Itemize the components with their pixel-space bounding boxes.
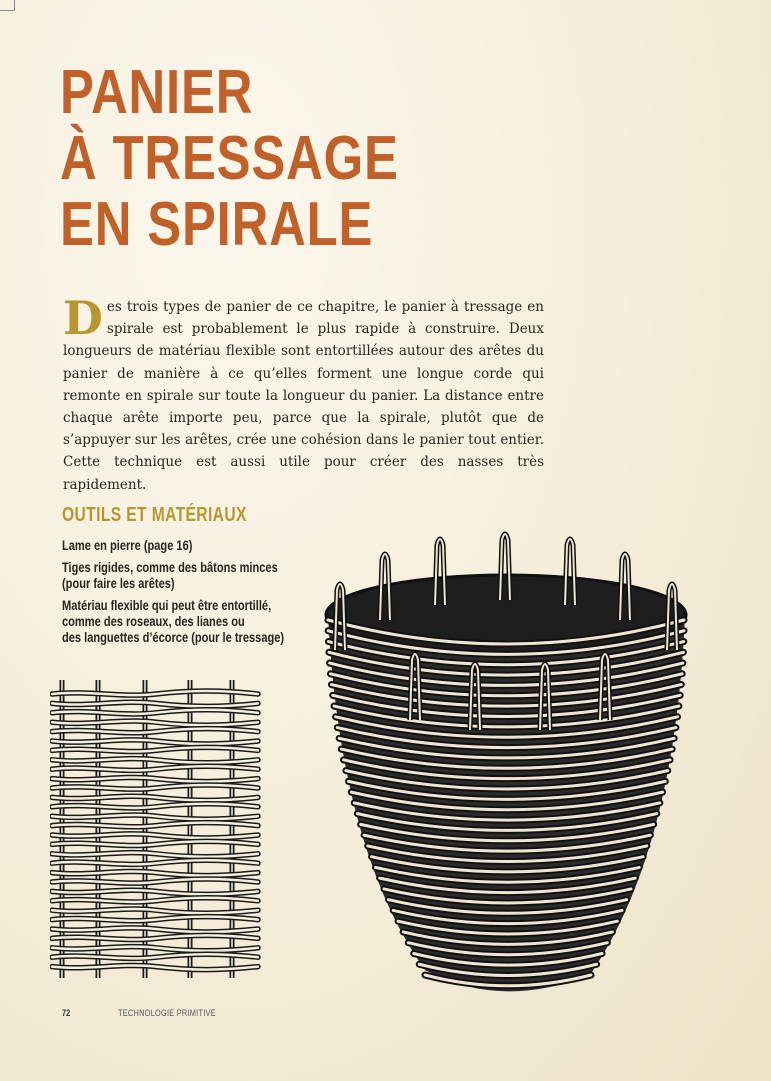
page-number: 72 bbox=[62, 1008, 71, 1018]
crop-mark bbox=[0, 0, 15, 11]
running-title: TECHNOLOGIE PRIMITIVE bbox=[118, 1008, 216, 1018]
materials-heading: OUTILS ET MATÉRIAUX bbox=[62, 504, 247, 526]
title-line-3: EN SPIRALE bbox=[60, 190, 374, 259]
materials-item: Lame en pierre (page 16) bbox=[62, 538, 193, 553]
weave-pattern-illustration bbox=[50, 678, 262, 980]
page-title bbox=[60, 60, 399, 258]
materials-item: Tiges rigides, comme des bâtons minces (pour faire les arêtes) bbox=[62, 560, 278, 591]
title-line-1: PANIER bbox=[60, 58, 254, 127]
intro-paragraph bbox=[63, 291, 544, 496]
materials-item: Matériau flexible qui peut être entortillé, comme des roseaux, des lianes ou des languettes d’écorce (pour le tressage) bbox=[62, 598, 285, 645]
drop-cap: D bbox=[63, 291, 103, 345]
spiral-basket-illustration bbox=[300, 520, 710, 1010]
intro-text: es trois types de panier de ce chapitre, le panier à tressage en spirale est probablement le plus rapide à construire. Deux longueurs de matériau flexible sont entortillées autour des arêtes du panier de manière à ce qu’elles forment une longue corde qui remonte en spirale sur toute la longueur du panier. La distance entre chaque arête importe peu, parce que la spirale, plutôt que de s’appuyer sur les arêtes, crée une cohésion dans le panier tout entier. Cette technique est aussi utile pour créer des nasses très rapidement. bbox=[63, 299, 544, 493]
title-line-2: À TRESSAGE bbox=[60, 124, 399, 193]
